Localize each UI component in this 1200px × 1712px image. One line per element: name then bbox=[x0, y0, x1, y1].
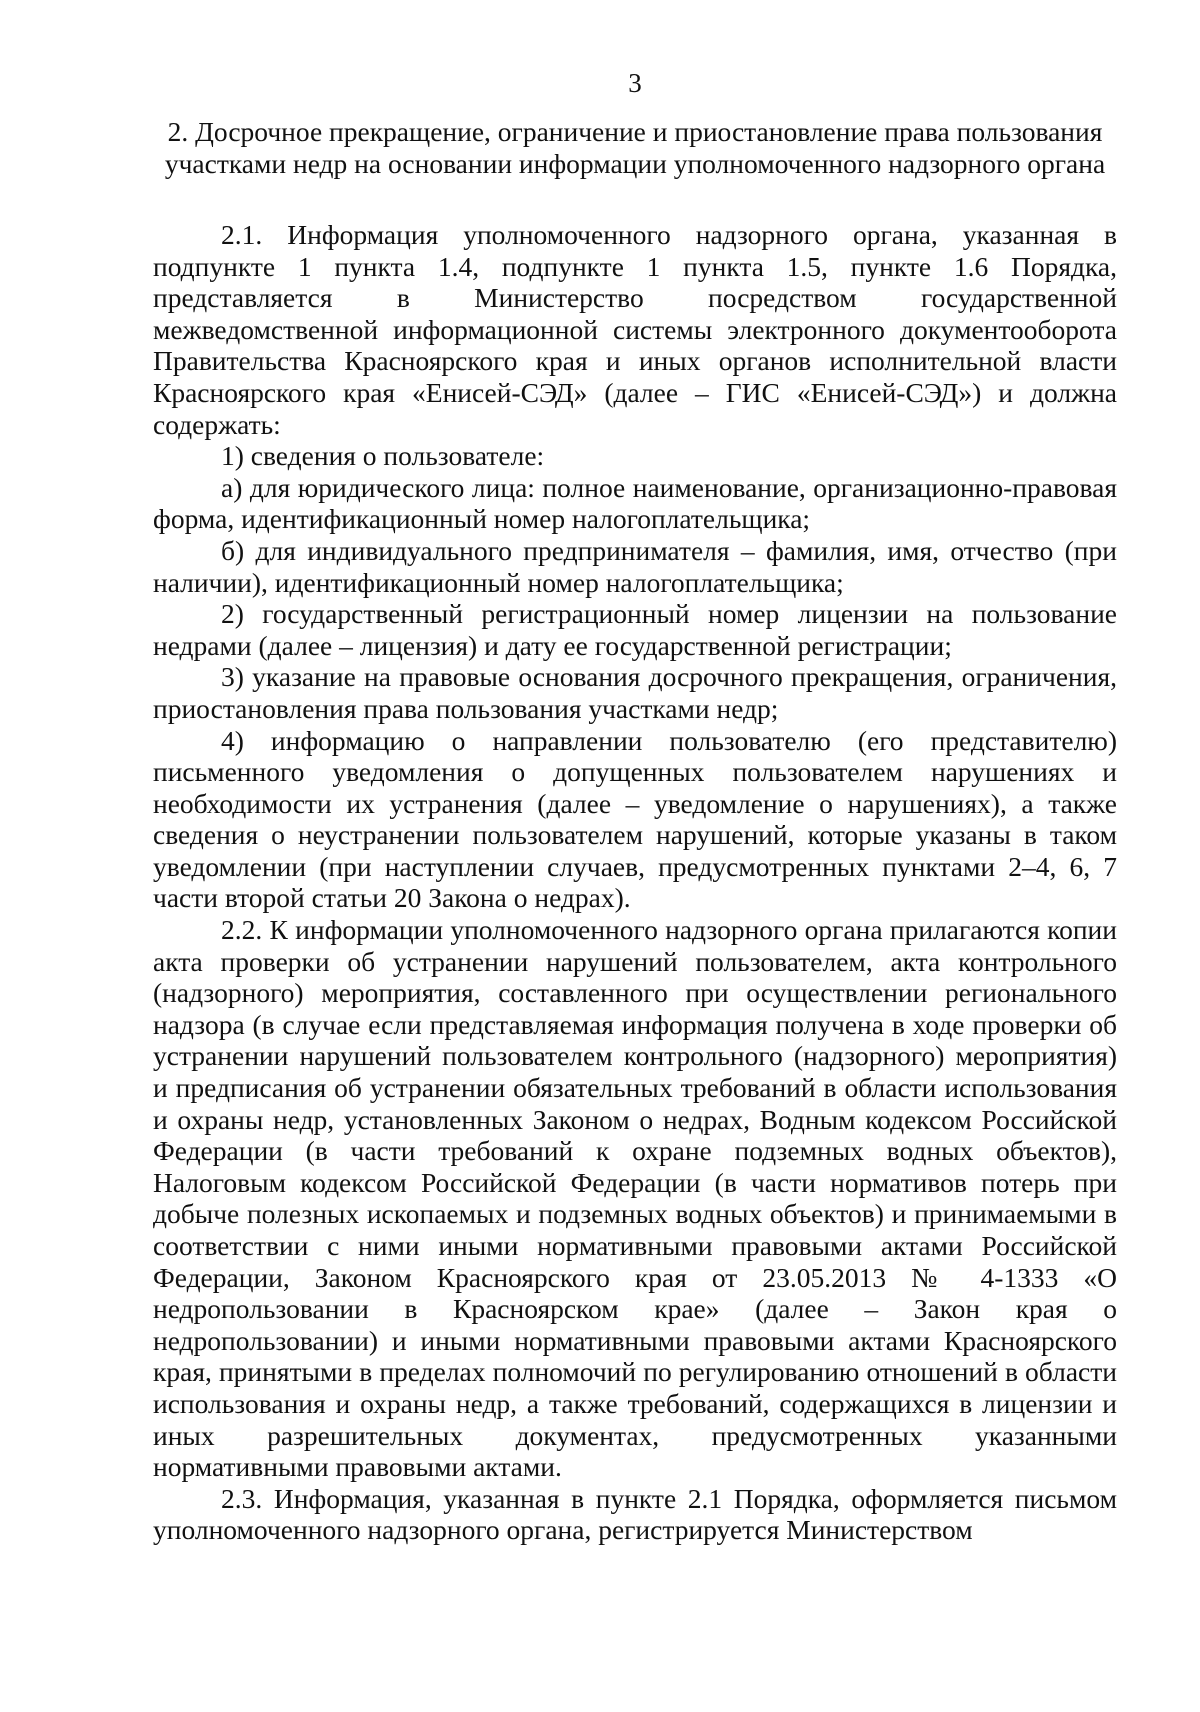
section-title-line-2: участками недр на основании информации уполномоченного надзорного органа bbox=[164, 147, 1106, 179]
paragraph-2-1: 2.1. Информация уполномоченного надзорного органа, указанная в подпункте 1 пункта 1.4, подпункте 1 пункта 1.5, пункте 1.6 Порядка, представляется в Министерство посредством государственной межведомственной информационной системы электронного документооборота Правительства Красноярского края и иных органов исполнительной власти Красноярского края «Енисей-СЭД» (далее – ГИС «Енисей-СЭД») и должна содержать: bbox=[153, 219, 1117, 440]
list-item-1b: б) для индивидуального предпринимателя – фамилия, имя, отчество (при наличии), идентификационный номер налогоплательщика; bbox=[153, 534, 1117, 598]
list-item-3: 3) указание на правовые основания досрочного прекращения, ограничения, приостановления права пользования участками недр; bbox=[153, 661, 1117, 724]
list-item-1: 1) сведения о пользователе: bbox=[221, 440, 545, 472]
paragraph-2-3: 2.3. Информация, указанная в пункте 2.1 Порядка, оформляется письмом уполномоченного надзорного органа, регистрируется Министерством bbox=[153, 1482, 1117, 1546]
list-item-1a: а) для юридического лица: полное наименование, организационно-правовая форма, идентификационный номер налогоплательщика; bbox=[153, 471, 1117, 535]
document-body bbox=[153, 219, 1117, 1546]
list-item-2: 2) государственный регистрационный номер лицензии на пользование недрами (далее – лицензия) и дату ее государственной регистрации; bbox=[153, 598, 1117, 661]
paragraph-2-2: 2.2. К информации уполномоченного надзорного органа прилагаются копии акта проверки об устранении нарушений пользователем, акта контрольного (надзорного) мероприятия, составленного при осуществлении регионального надзора (в случае если представляемая информация получена в ходе проверки об устранении нарушений пользователем контрольного (надзорного) мероприятия) и предписания об устранении обязательных требований в области использования и охраны недр, установленных Законом о недрах, Водным кодексом Российской Федерации (в части требований к охране подземных водных объектов), Налоговым кодексом Российской Федерации (в части нормативов потерь при добыче полезных ископаемых и подземных водных объектов) и принимаемыми в соответствии с ними иными нормативными правовыми актами Российской Федерации, Законом Красноярского края от 23.05.2013 № 4-1333 «О недропользовании в Красноярском крае» (далее – Закон края о недропользовании) и иными нормативными правовыми актами Красноярского края, принятыми в пределах полномочий по регулированию отношений в области использования и охраны недр, а также требований, содержащихся в лицензии и иных разрешительных документах, предусмотренных указанными нормативными правовыми актами. bbox=[153, 914, 1117, 1483]
section-title-line-1: 2. Досрочное прекращение, ограничение и приостановление права пользования bbox=[167, 116, 1103, 147]
list-item-4: 4) информацию о направлении пользователю (его представителю) письменного уведомления о допущенных пользователем нарушениях и необходимости их устранения (далее – уведомление о нарушениях), а также сведения о неустранении пользователем нарушений, которые указаны в таком уведомлении (при наступлении случаев, предусмотренных пунктами 2–4, 6, 7 части второй статьи 20 Закона о недрах). bbox=[153, 724, 1117, 914]
page-number: 3 bbox=[628, 68, 642, 98]
section-title bbox=[153, 116, 1117, 179]
